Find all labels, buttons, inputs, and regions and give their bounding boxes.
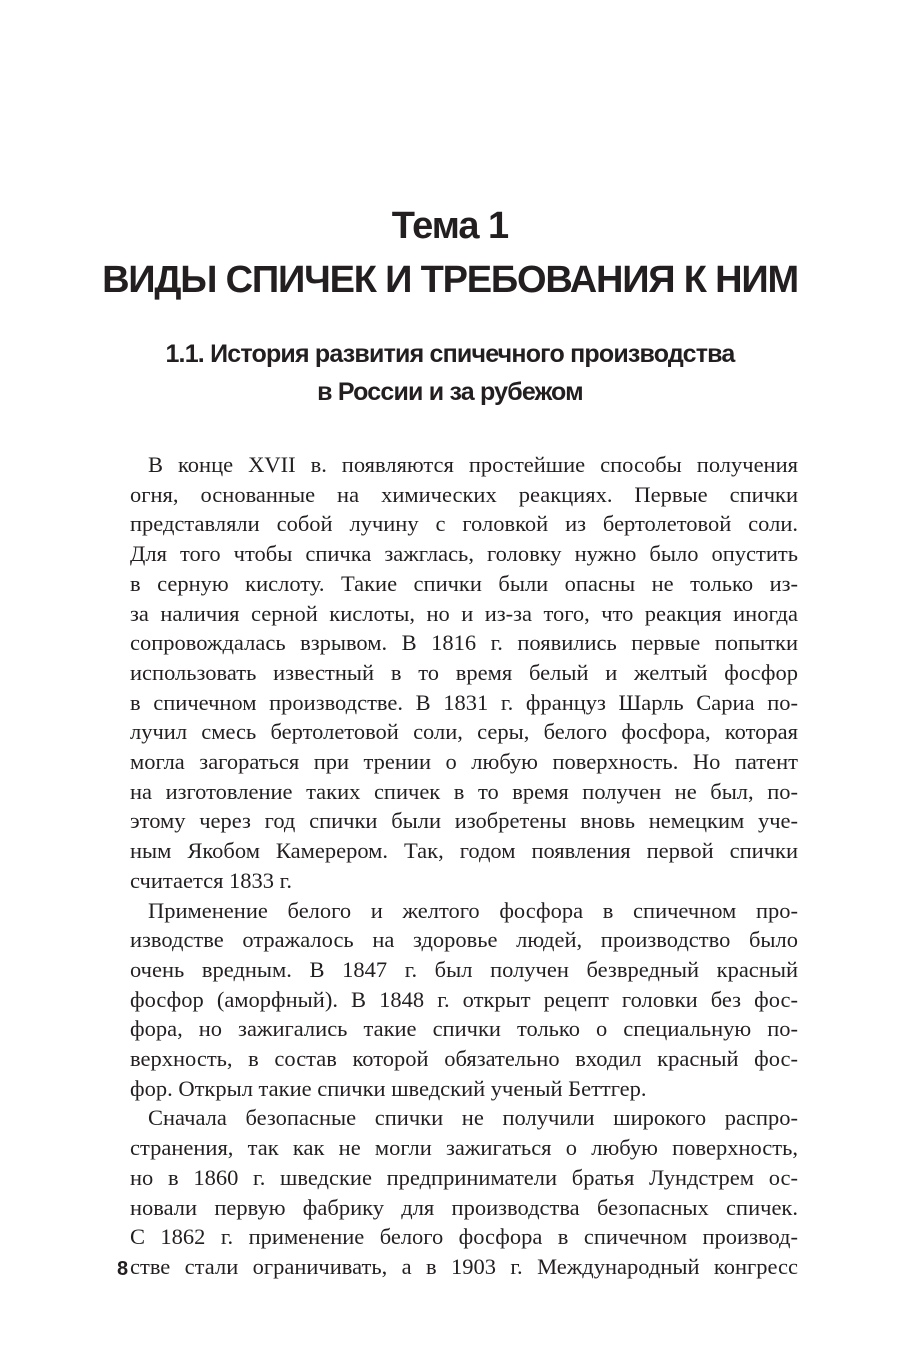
text-line: изводстве отражалось на здоровье людей, производство было xyxy=(130,927,798,953)
text-line: но в 1860 г. шведские предприниматели братья Лундстрем ос- xyxy=(130,1164,798,1190)
paragraph xyxy=(130,896,798,1104)
text-line: в спичечном производстве. В 1831 г. француз Шарль Сариа по- xyxy=(130,689,798,715)
text-line: могла загораться при трении о любую поверхность. Но патент xyxy=(130,749,798,775)
text-line: фора, но зажигались такие спички только о специальную по- xyxy=(130,1016,798,1042)
paragraph xyxy=(130,450,798,896)
text-line: сопровождалась взрывом. В 1816 г. появились первые попытки xyxy=(130,630,798,656)
text-line: В конце XVII в. появляются простейшие способы получения xyxy=(148,452,798,477)
text-line: странения, так как не могли зажигаться о любую поверхность, xyxy=(130,1135,798,1161)
text-line: на изготовление таких спичек в то время получен не был, по- xyxy=(130,778,798,804)
section-title-line-1: 1.1. История развития спичечного производства xyxy=(165,340,735,368)
text-line: за наличия серной кислоты, но и из-за того, что реакция иногда xyxy=(130,600,798,626)
text-line: в серную кислоту. Такие спички были опасны не только из- xyxy=(130,570,798,596)
body-text xyxy=(130,450,798,1282)
text-line: считается 1833 г. xyxy=(130,867,292,893)
text-line: Применение белого и желтого фосфора в спичечном про- xyxy=(148,897,798,923)
text-line: новали первую фабрику для производства безопасных спичек. xyxy=(130,1194,798,1220)
text-line: очень вредным. В 1847 г. был получен безвредный красный xyxy=(130,956,798,982)
text-line: огня, основанные на химических реакциях. Первые спички xyxy=(130,481,798,507)
text-line: представляли собой лучину с головкой из бертолетовой соли. xyxy=(130,511,798,537)
text-line: С 1862 г. применение белого фосфора в спичечном производ- xyxy=(130,1224,798,1250)
text-line: фор. Открыл такие спички шведский ученый Беттгер. xyxy=(130,1075,647,1101)
text-line: использовать известный в то время белый и желтый фосфор xyxy=(130,659,798,685)
text-line: фосфор (аморфный). В 1848 г. открыт рецепт головки без фос- xyxy=(130,986,798,1012)
paragraph xyxy=(130,1103,798,1281)
chapter-title: ВИДЫ СПИЧЕК И ТРЕБОВАНИЯ К НИМ xyxy=(102,259,798,301)
text-line: верхность, в состав которой обязательно входил красный фос- xyxy=(130,1046,798,1072)
text-line: этому через год спички были изобретены вновь немецким уче- xyxy=(130,808,798,834)
text-line: Для того чтобы спичка зажглась, головку нужно было опустить xyxy=(130,541,798,567)
topic-heading: Тема 1 xyxy=(391,205,509,247)
page-number: 8 xyxy=(117,1258,129,1280)
section-title-line-2: в России и за рубежом xyxy=(317,378,583,406)
text-line: лучил смесь бертолетовой соли, серы, белого фосфора, которая xyxy=(130,719,798,745)
text-line: стве стали ограничивать, а в 1903 г. Международный конгресс xyxy=(130,1253,798,1279)
text-line: Сначала безопасные спички не получили широкого распро- xyxy=(148,1105,798,1131)
text-line: ным Якобом Камерером. Так, годом появления первой спички xyxy=(130,838,798,864)
